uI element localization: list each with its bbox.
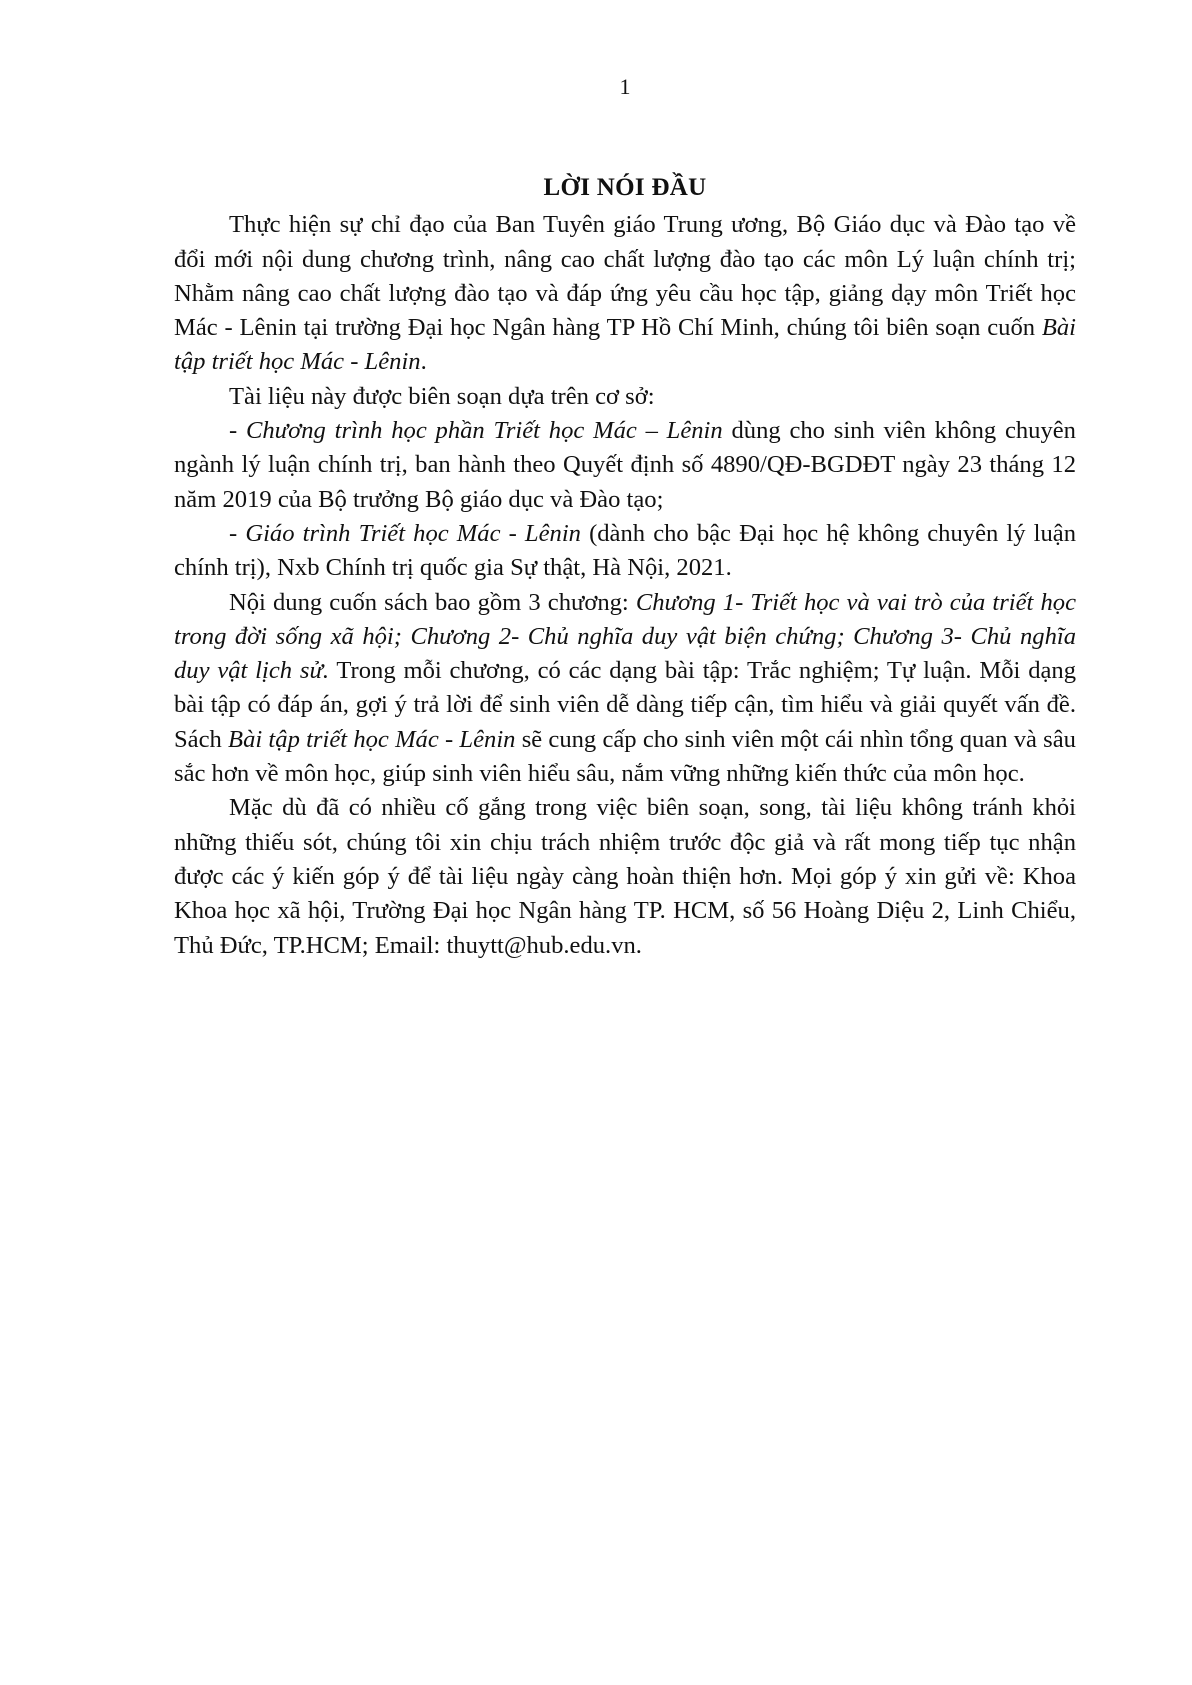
basis-item-1-text: dùng cho sinh viên không chuyên ngành lý luận chính trị, ban hành theo Quyết định số 4890/QĐ-BGDĐT ngày 23 tháng 12 năm 2019 của Bộ trưởng Bộ giáo dục và Đào tạo; <box>174 417 1076 513</box>
basis-item-2-dash: - <box>229 519 246 547</box>
contents-text-3: sẽ cung cấp cho sinh viên một cái nhìn tổng quan và sâu sắc hơn về môn học, giúp sinh viên hiểu sâu, nắm vững những kiến thức của môn học. <box>174 725 1076 788</box>
page-number: 1 <box>619 74 631 99</box>
paragraph-intro-end: . <box>420 348 427 376</box>
paragraph-basis-text: Tài liệu này được biên soạn dựa trên cơ sở: <box>229 382 655 410</box>
contents-book-title-italic: Bài tập triết học Mác - Lênin <box>228 725 516 753</box>
basis-item-2-italic: Giáo trình Triết học Mác - Lênin <box>245 519 581 547</box>
paragraph-intro-text: Thực hiện sự chỉ đạo của Ban Tuyên giáo Trung ương, Bộ Giáo dục và Đào tạo về đổi mới nội dung chương trình, nâng cao chất lượng đào tạo các môn Lý luận chính trị; Nhằm nâng cao chất lượng đào tạo và đáp ứng yêu cầu học tập, giảng dạy môn Triết học Mác - Lênin tại trường Đại học Ngân hàng TP Hồ Chí Minh, chúng tôi biên soạn cuốn <box>174 211 1076 342</box>
paragraph-basis-item-1 <box>174 414 1076 517</box>
paragraph-basis-item-2 <box>174 517 1076 586</box>
paragraph-intro <box>174 208 1076 379</box>
paragraph-basis <box>174 380 1076 414</box>
contents-chapters-italic: Chương 1- Triết học và vai trò của triết học trong đời sống xã hội; Chương 2- Chủ nghĩa duy vật biện chứng; Chương 3- Chủ nghĩa duy vật lịch sử. <box>174 588 1076 685</box>
feedback-text: Mặc dù đã có nhiều cố gắng trong việc biên soạn, song, tài liệu không tránh khỏi những thiếu sót, chúng tôi xin chịu trách nhiệm trước độc giả và rất mong tiếp tục nhận được các ý kiến góp ý để tài liệu ngày càng hoàn thiện hơn. Mọi góp ý xin gửi về: Khoa Khoa học xã hội, Trường Đại học Ngân hàng TP. HCM, số 56 Hoàng Diệu 2, Linh Chiểu, Thủ Đức, TP.HCM; Email: thuytt@hub.edu.vn. <box>174 794 1076 959</box>
paragraph-contents <box>174 586 1076 792</box>
basis-item-2-text: (dành cho bậc Đại học hệ không chuyên lý luận chính trị), Nxb Chính trị quốc gia Sự thật, Hà Nội, 2021. <box>174 519 1076 582</box>
paragraph-feedback <box>174 791 1076 962</box>
page-title: LỜI NÓI ĐẦU <box>543 174 707 201</box>
basis-item-1-italic: Chương trình học phần Triết học Mác – Lênin <box>245 417 723 445</box>
document-body <box>174 171 1076 963</box>
contents-text-1: Nội dung cuốn sách bao gồm 3 chương: <box>229 588 636 616</box>
book-title-italic: Bài tập triết học Mác - Lênin <box>174 314 1076 376</box>
basis-item-1-dash: - <box>229 417 246 445</box>
contents-text-2: Trong mỗi chương, có các dạng bài tập: Trắc nghiệm; Tự luận. Mỗi dạng bài tập có đáp án, gợi ý trả lời để sinh viên dễ dàng tiếp cận, tìm hiểu và giải quyết vấn đề. Sách <box>174 657 1076 753</box>
